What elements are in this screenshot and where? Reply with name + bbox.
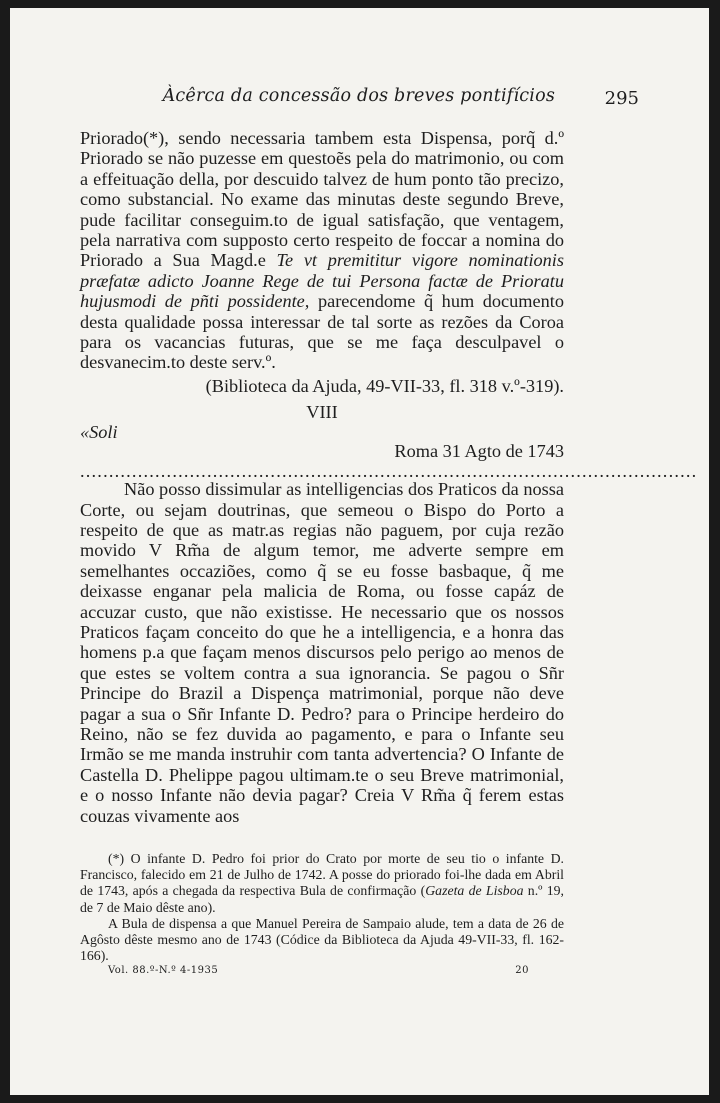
paragraph-priorado <box>80 128 564 373</box>
dotted-ellipsis: ........................................................................................................... <box>80 461 698 482</box>
footnote-text: (*) O infante D. Pedro foi prior do Crato por morte de seu tio o infante D. Francisco, falecido em 21 de Julho de 1742. A posse do priorado foi-lhe dada em Abril de 1743, após a chegada da respectiva Bula de confirmação ( <box>80 851 564 899</box>
paragraph-text: parecendome q̃ hum documento desta qualidade possa interessar de tal sorte as rezões da Coroa para os vacancias futuras, que se me faça desculpavel o desvanecim.to deste serv.º. <box>80 291 564 373</box>
footnote-text: n.º 19, de 7 de Maio dêste ano). <box>80 883 564 915</box>
paragraph-text: Priorado(*), sendo necessaria tambem esta Dispensa, porq̃ d.º Priorado se não puzesse em questoẽs pela do matrimonio, ou com a effeituação della, por descuido talvez de hum ponto tão precizo, como substancial. No exame das minutas deste segundo Breve, pude facilitar conseguim.to de igual satisfação, que ventagem, pela narrativa com supposto certo respeito de foccar a nomina do Priorado a Sua Magd.e <box>80 128 564 271</box>
latin-quote: Te vt premititur vigore nominationis prӕfatӕ adicto Joanne Rege de tui Persona factӕ de Prioratu hujusmodi de pñti possidente, <box>80 250 565 312</box>
footnote-2: A Bula de dispensa a que Manuel Pereira de Sampaio alude, tem a data de 26 de Agôsto dêste mesmo ano de 1743 (Códice da Biblioteca da Ajuda 49-VII-33, fl. 162-166). <box>80 915 564 964</box>
paragraph-letter: Não posso dissimular as intelligencias dos Praticos da nossa Corte, ou sejam doutrinas, que semeou o Bispo do Porto a respeito de que as matr.as regias não paguem, por cuja rezão movido V Rm̃a de algum temor, me adverte sempre em semelhantes occaziões, como q̃ se eu fosse basbaque, q̃ me deixasse enganar pela malicia de Roma, ou fosse capáz de accuzar custo, que não existisse. He necessario que os nossos Praticos façam conceito do que he a intelligencia, e a honra das homens p.a que façam menos discursos pelo perigo ao menos de que estes se voltem contra a sua ignorancia. Se pagou o Sñr Principe do Brazil a Dispença matrimonial, porque não deve pagar a sua o Sñr Infante D. Pedro? para o Principe herdeiro do Reino, não se fez duvida ao pagamento, e para o Infante seu Irmão se me manda instruhir com tanta advertencia? O Infante de Castella D. Phelippe pagou ultimam.te o seu Breve matrimonial, e o nosso Infante não devia pagar? Creia V Rm̃a q̃ ferem estas couzas vivamente aos <box>80 479 564 826</box>
section-number: VIII <box>306 402 338 423</box>
citation: (Biblioteca da Ajuda, 49-VII-33, fl. 318 v.º-319). <box>205 375 564 396</box>
page-number: 295 <box>604 88 639 109</box>
running-title: Àcêrca da concessão dos breves pontifícios <box>162 86 555 106</box>
footnotes <box>80 851 564 964</box>
page-footer <box>108 965 529 979</box>
book-page <box>10 8 709 1095</box>
salutation: «Soli <box>80 421 118 442</box>
page-header <box>80 86 639 110</box>
body-text <box>80 128 698 826</box>
signature-mark: 20 <box>515 965 529 976</box>
volume-info: Vol. 88.º-N.º 4-1935 <box>108 965 219 976</box>
footnote-1 <box>80 851 564 916</box>
letter-date: Roma 31 Agto de 1743 <box>394 440 564 461</box>
footnote-source: Gazeta de Lisboa <box>425 883 524 899</box>
